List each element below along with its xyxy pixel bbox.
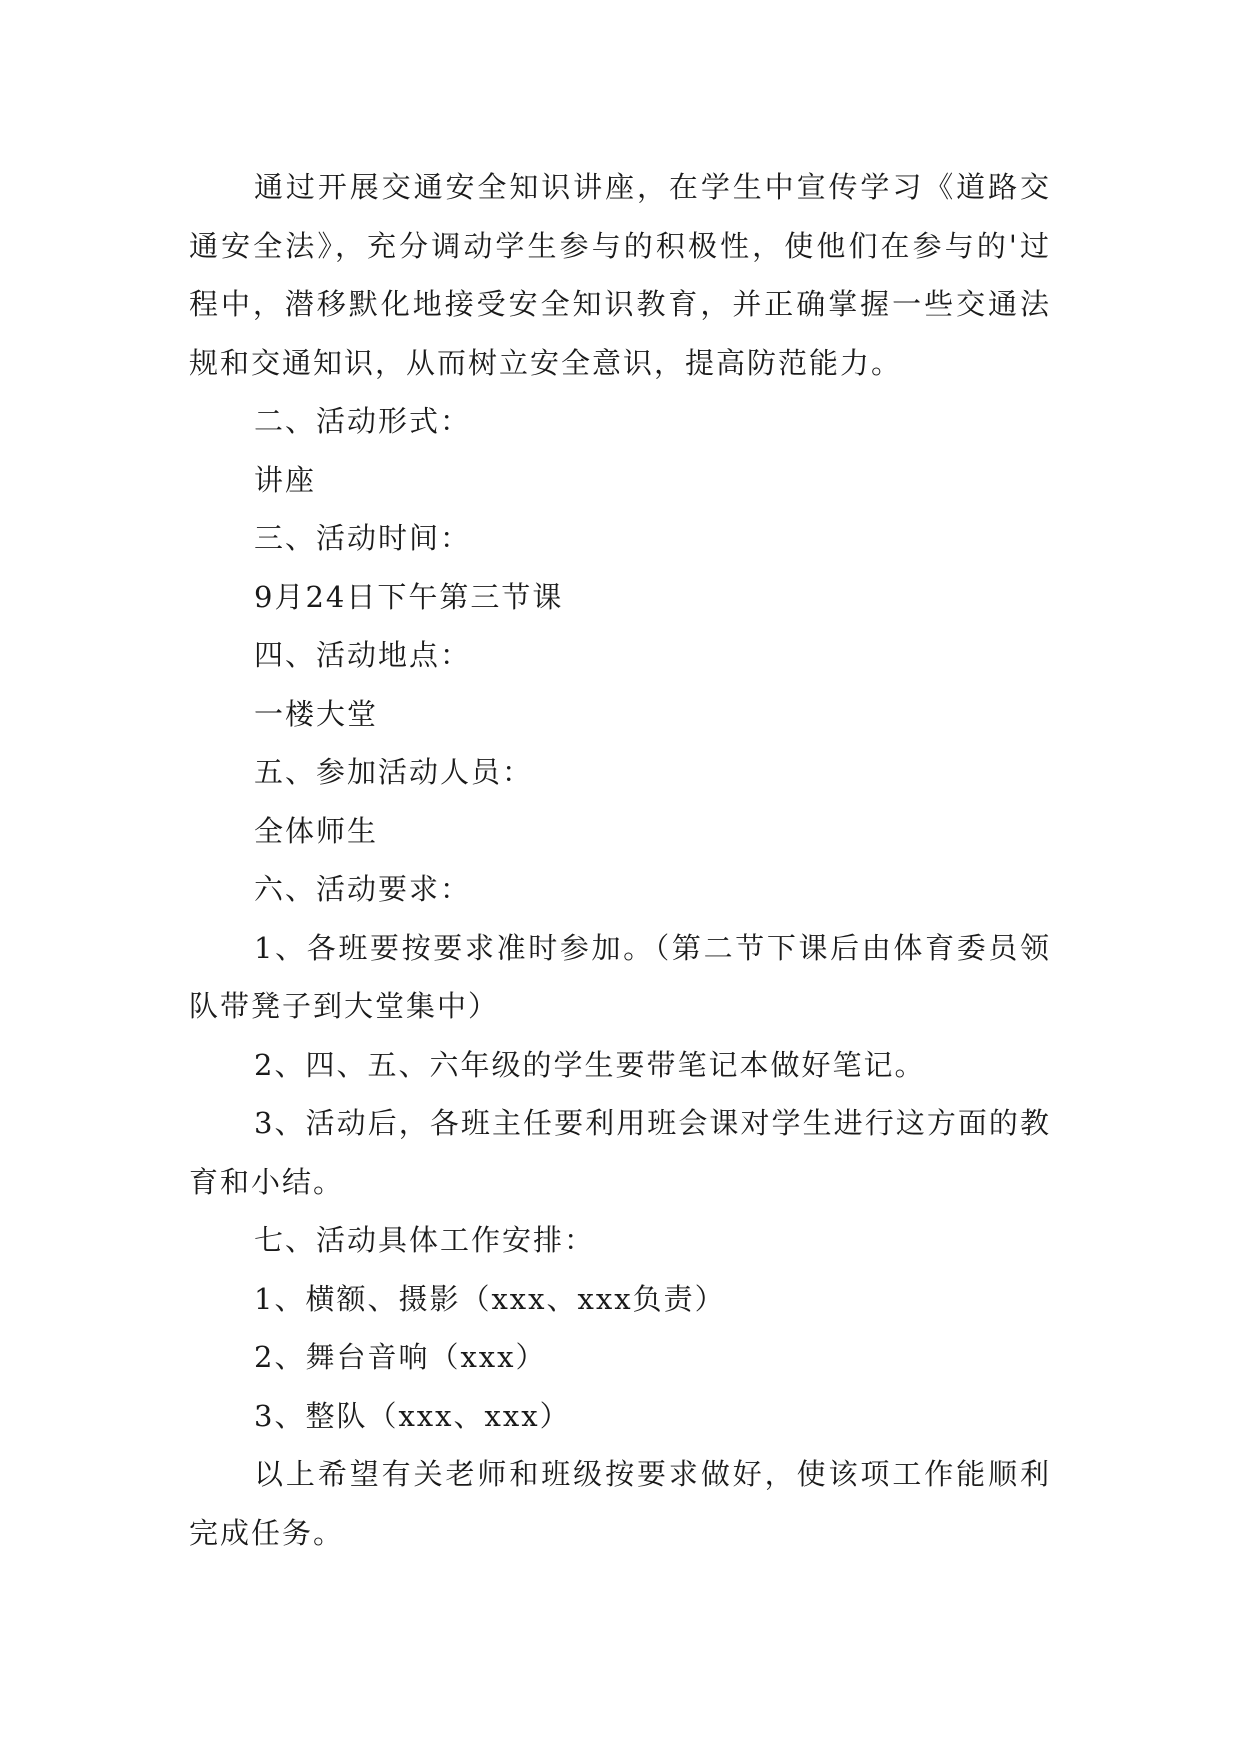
intro-paragraph: 通过开展交通安全知识讲座，在学生中宣传学习《道路交通安全法》，充分调动学生参与的积极性，使他们在参与的'过程中，潜移默化地接受安全知识教育，并正确掌握一些交通法规和交通知识，从而树立安全意识，提高防范能力。 xyxy=(189,170,1051,380)
activity-location-value: 一楼大堂 xyxy=(254,696,379,731)
section-heading-activity-time: 三、活动时间： xyxy=(254,521,472,555)
activity-time-value: 9月24日下午第三节课 xyxy=(254,579,564,614)
arrangement-item-3: 3、整队（xxx、xxx） xyxy=(254,1398,571,1433)
document-page xyxy=(189,158,1051,1562)
arrangement-item-1: 1、横额、摄影（xxx、xxx负责） xyxy=(254,1281,726,1316)
section-heading-activity-location: 四、活动地点： xyxy=(254,638,472,672)
section-heading-activity-form: 二、活动形式： xyxy=(254,404,472,438)
section-heading-work-arrangement: 七、活动具体工作安排： xyxy=(254,1223,596,1257)
requirement-item-2: 2、四、五、六年级的学生要带笔记本做好笔记。 xyxy=(254,1047,926,1082)
closing-paragraph: 以上希望有关老师和班级按要求做好，使该项工作能顺利完成任务。 xyxy=(189,1457,1051,1550)
activity-form-value: 讲座 xyxy=(254,462,317,497)
participants-value: 全体师生 xyxy=(254,813,379,848)
section-heading-requirements: 六、活动要求： xyxy=(254,872,472,906)
requirement-item-3: 3、活动后，各班主任要利用班会课对学生进行这方面的教育和小结。 xyxy=(189,1106,1051,1199)
section-heading-participants: 五、参加活动人员： xyxy=(254,755,534,789)
arrangement-item-2: 2、舞台音响（xxx） xyxy=(254,1340,547,1374)
requirement-item-1: 1、各班要按要求准时参加。（第二节下课后由体育委员领队带凳子到大堂集中） xyxy=(189,930,1051,1023)
